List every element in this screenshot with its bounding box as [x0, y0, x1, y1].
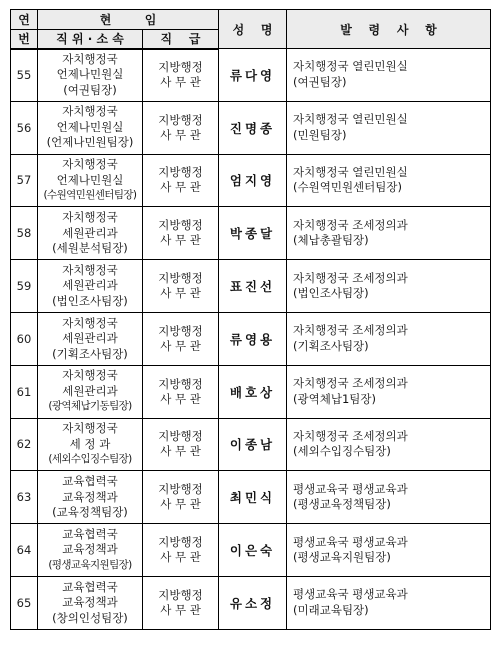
grade [143, 524, 219, 577]
current-team: (수원역민원센터팀장) [43, 189, 137, 202]
table-row [11, 365, 491, 418]
grade-line-1: 지방행정 [158, 218, 203, 233]
grade [143, 576, 219, 629]
new-assignment [287, 418, 491, 471]
assignment-dept: 평생교육국 평생교육과 [293, 534, 408, 549]
current-division: 세 정 과 [69, 436, 111, 451]
current-division: 교육정책과 [62, 542, 118, 557]
current-position [38, 154, 143, 207]
grade [143, 312, 219, 365]
assignment-dept: 평생교육국 평생교육과 [293, 481, 408, 496]
grade-line-2: 사 무 관 [160, 127, 201, 142]
person-name: 표진선 [219, 260, 287, 313]
grade-line-2: 사 무 관 [160, 233, 201, 248]
assignment-team: (미래교육팀장) [293, 602, 369, 617]
person-name: 박종달 [219, 207, 287, 260]
assignment-dept: 자치행정국 조세정의과 [293, 323, 408, 338]
row-number: 64 [11, 524, 38, 577]
current-bureau: 교육협력국 [62, 474, 118, 489]
current-team: (법인조사팀장) [52, 293, 128, 308]
assignment-team: (여권팀장) [293, 74, 347, 89]
new-assignment [287, 312, 491, 365]
assignment-dept: 자치행정국 열린민원실 [293, 112, 408, 127]
assignment-team: (평생교육지원팀장) [293, 550, 391, 565]
person-name: 최민식 [219, 471, 287, 524]
table-row [11, 312, 491, 365]
new-assignment [287, 576, 491, 629]
grade-line-2: 사 무 관 [160, 75, 201, 90]
current-position [38, 207, 143, 260]
current-bureau: 교육협력국 [62, 579, 118, 594]
grade [143, 260, 219, 313]
current-division: 언제나민원실 [56, 172, 124, 187]
grade [143, 101, 219, 154]
table-row [11, 101, 491, 154]
grade-line-2: 사 무 관 [160, 602, 201, 617]
header-name: 성 명 [219, 10, 287, 49]
current-team: (평생교육지원팀장) [48, 558, 132, 571]
person-name: 배호상 [219, 365, 287, 418]
grade-line-1: 지방행정 [158, 587, 203, 602]
person-name: 이종남 [219, 418, 287, 471]
person-name: 류영용 [219, 312, 287, 365]
header-row-top [11, 10, 491, 30]
current-bureau: 자치행정국 [62, 421, 118, 436]
assignment-team: (세외수입징수팀장) [293, 444, 391, 459]
current-team: (여권팀장) [63, 82, 117, 97]
current-division: 언제나민원실 [56, 119, 124, 134]
header-current: 현 임 [38, 10, 219, 30]
row-number: 62 [11, 418, 38, 471]
grade [143, 471, 219, 524]
current-position [38, 471, 143, 524]
new-assignment [287, 471, 491, 524]
new-assignment [287, 49, 491, 102]
current-position [38, 49, 143, 102]
assignment-team: (기획조사팀장) [293, 338, 369, 353]
table-row [11, 471, 491, 524]
table-row [11, 576, 491, 629]
current-position [38, 418, 143, 471]
grade-line-2: 사 무 관 [160, 180, 201, 195]
grade [143, 49, 219, 102]
row-number: 56 [11, 101, 38, 154]
table-row [11, 154, 491, 207]
current-team: (세원분석팀장) [52, 241, 128, 256]
row-number: 63 [11, 471, 38, 524]
current-division: 교육정책과 [62, 595, 118, 610]
current-division: 세원관리과 [62, 383, 118, 398]
assignment-dept: 평생교육국 평생교육과 [293, 587, 408, 602]
grade-line-1: 지방행정 [158, 376, 203, 391]
assignment-team: (법인조사팀장) [293, 286, 369, 301]
assignment-team: (평생교육정책팀장) [293, 497, 391, 512]
grade-line-2: 사 무 관 [160, 391, 201, 406]
grade-line-1: 지방행정 [158, 112, 203, 127]
current-bureau: 자치행정국 [62, 315, 118, 330]
row-number: 59 [11, 260, 38, 313]
header-position-dept: 직 위 · 소 속 [38, 30, 143, 49]
person-name: 이은숙 [219, 524, 287, 577]
person-name: 진명종 [219, 101, 287, 154]
table-row [11, 260, 491, 313]
personnel-table-container [10, 9, 490, 630]
current-division: 세원관리과 [62, 331, 118, 346]
grade-line-1: 지방행정 [158, 60, 203, 75]
assignment-team: (민원팀장) [293, 127, 347, 142]
header-assignment: 발 령 사 항 [287, 10, 491, 49]
row-number: 57 [11, 154, 38, 207]
grade-line-1: 지방행정 [158, 535, 203, 550]
current-position [38, 576, 143, 629]
grade-line-2: 사 무 관 [160, 338, 201, 353]
grade-line-2: 사 무 관 [160, 550, 201, 565]
row-number: 65 [11, 576, 38, 629]
current-division: 교육정책과 [62, 489, 118, 504]
current-division: 언제나민원실 [56, 67, 124, 82]
current-bureau: 자치행정국 [62, 210, 118, 225]
grade-line-1: 지방행정 [158, 482, 203, 497]
current-team: (교육정책팀장) [52, 505, 128, 520]
grade [143, 154, 219, 207]
new-assignment [287, 207, 491, 260]
current-bureau: 자치행정국 [62, 51, 118, 66]
assignment-team: (광역체납1팀장) [293, 391, 376, 406]
current-team: (언제나민원팀장) [46, 135, 134, 150]
assignment-team: (체납총괄팀장) [293, 233, 369, 248]
grade-line-1: 지방행정 [158, 271, 203, 286]
current-position [38, 101, 143, 154]
row-number: 55 [11, 49, 38, 102]
grade-line-1: 지방행정 [158, 429, 203, 444]
current-team: (세외수입징수팀장) [48, 453, 132, 466]
current-position [38, 260, 143, 313]
grade-line-1: 지방행정 [158, 323, 203, 338]
grade [143, 365, 219, 418]
table-body [11, 49, 491, 630]
personnel-table [10, 9, 491, 630]
table-row [11, 207, 491, 260]
new-assignment [287, 101, 491, 154]
current-team: (광역체납기동팀장) [48, 400, 132, 413]
current-team: (창의인성팀장) [52, 610, 128, 625]
assignment-dept: 자치행정국 조세정의과 [293, 428, 408, 443]
current-position [38, 524, 143, 577]
person-name: 유소정 [219, 576, 287, 629]
grade [143, 207, 219, 260]
current-bureau: 자치행정국 [62, 262, 118, 277]
current-division: 세원관리과 [62, 278, 118, 293]
new-assignment [287, 260, 491, 313]
assignment-dept: 자치행정국 열린민원실 [293, 59, 408, 74]
assignment-dept: 자치행정국 조세정의과 [293, 376, 408, 391]
new-assignment [287, 154, 491, 207]
row-number: 58 [11, 207, 38, 260]
current-team: (기획조사팀장) [52, 346, 128, 361]
header-no-top: 연 [11, 10, 38, 30]
grade [143, 418, 219, 471]
current-division: 세원관리과 [62, 225, 118, 240]
header-no-bottom: 번 [11, 30, 38, 49]
table-row [11, 418, 491, 471]
grade-line-2: 사 무 관 [160, 444, 201, 459]
person-name: 류다영 [219, 49, 287, 102]
assignment-dept: 자치행정국 조세정의과 [293, 217, 408, 232]
new-assignment [287, 365, 491, 418]
current-position [38, 312, 143, 365]
new-assignment [287, 524, 491, 577]
person-name: 엄지영 [219, 154, 287, 207]
assignment-team: (수원역민원센터팀장) [293, 180, 402, 195]
current-bureau: 교육협력국 [62, 526, 118, 541]
grade-line-2: 사 무 관 [160, 497, 201, 512]
grade-line-1: 지방행정 [158, 165, 203, 180]
current-bureau: 자치행정국 [62, 157, 118, 172]
assignment-dept: 자치행정국 열린민원실 [293, 164, 408, 179]
table-row [11, 49, 491, 102]
grade-line-2: 사 무 관 [160, 286, 201, 301]
row-number: 60 [11, 312, 38, 365]
header-grade: 직 급 [143, 30, 219, 49]
row-number: 61 [11, 365, 38, 418]
current-bureau: 자치행정국 [62, 104, 118, 119]
current-bureau: 자치행정국 [62, 368, 118, 383]
table-row [11, 524, 491, 577]
assignment-dept: 자치행정국 조세정의과 [293, 270, 408, 285]
current-position [38, 365, 143, 418]
